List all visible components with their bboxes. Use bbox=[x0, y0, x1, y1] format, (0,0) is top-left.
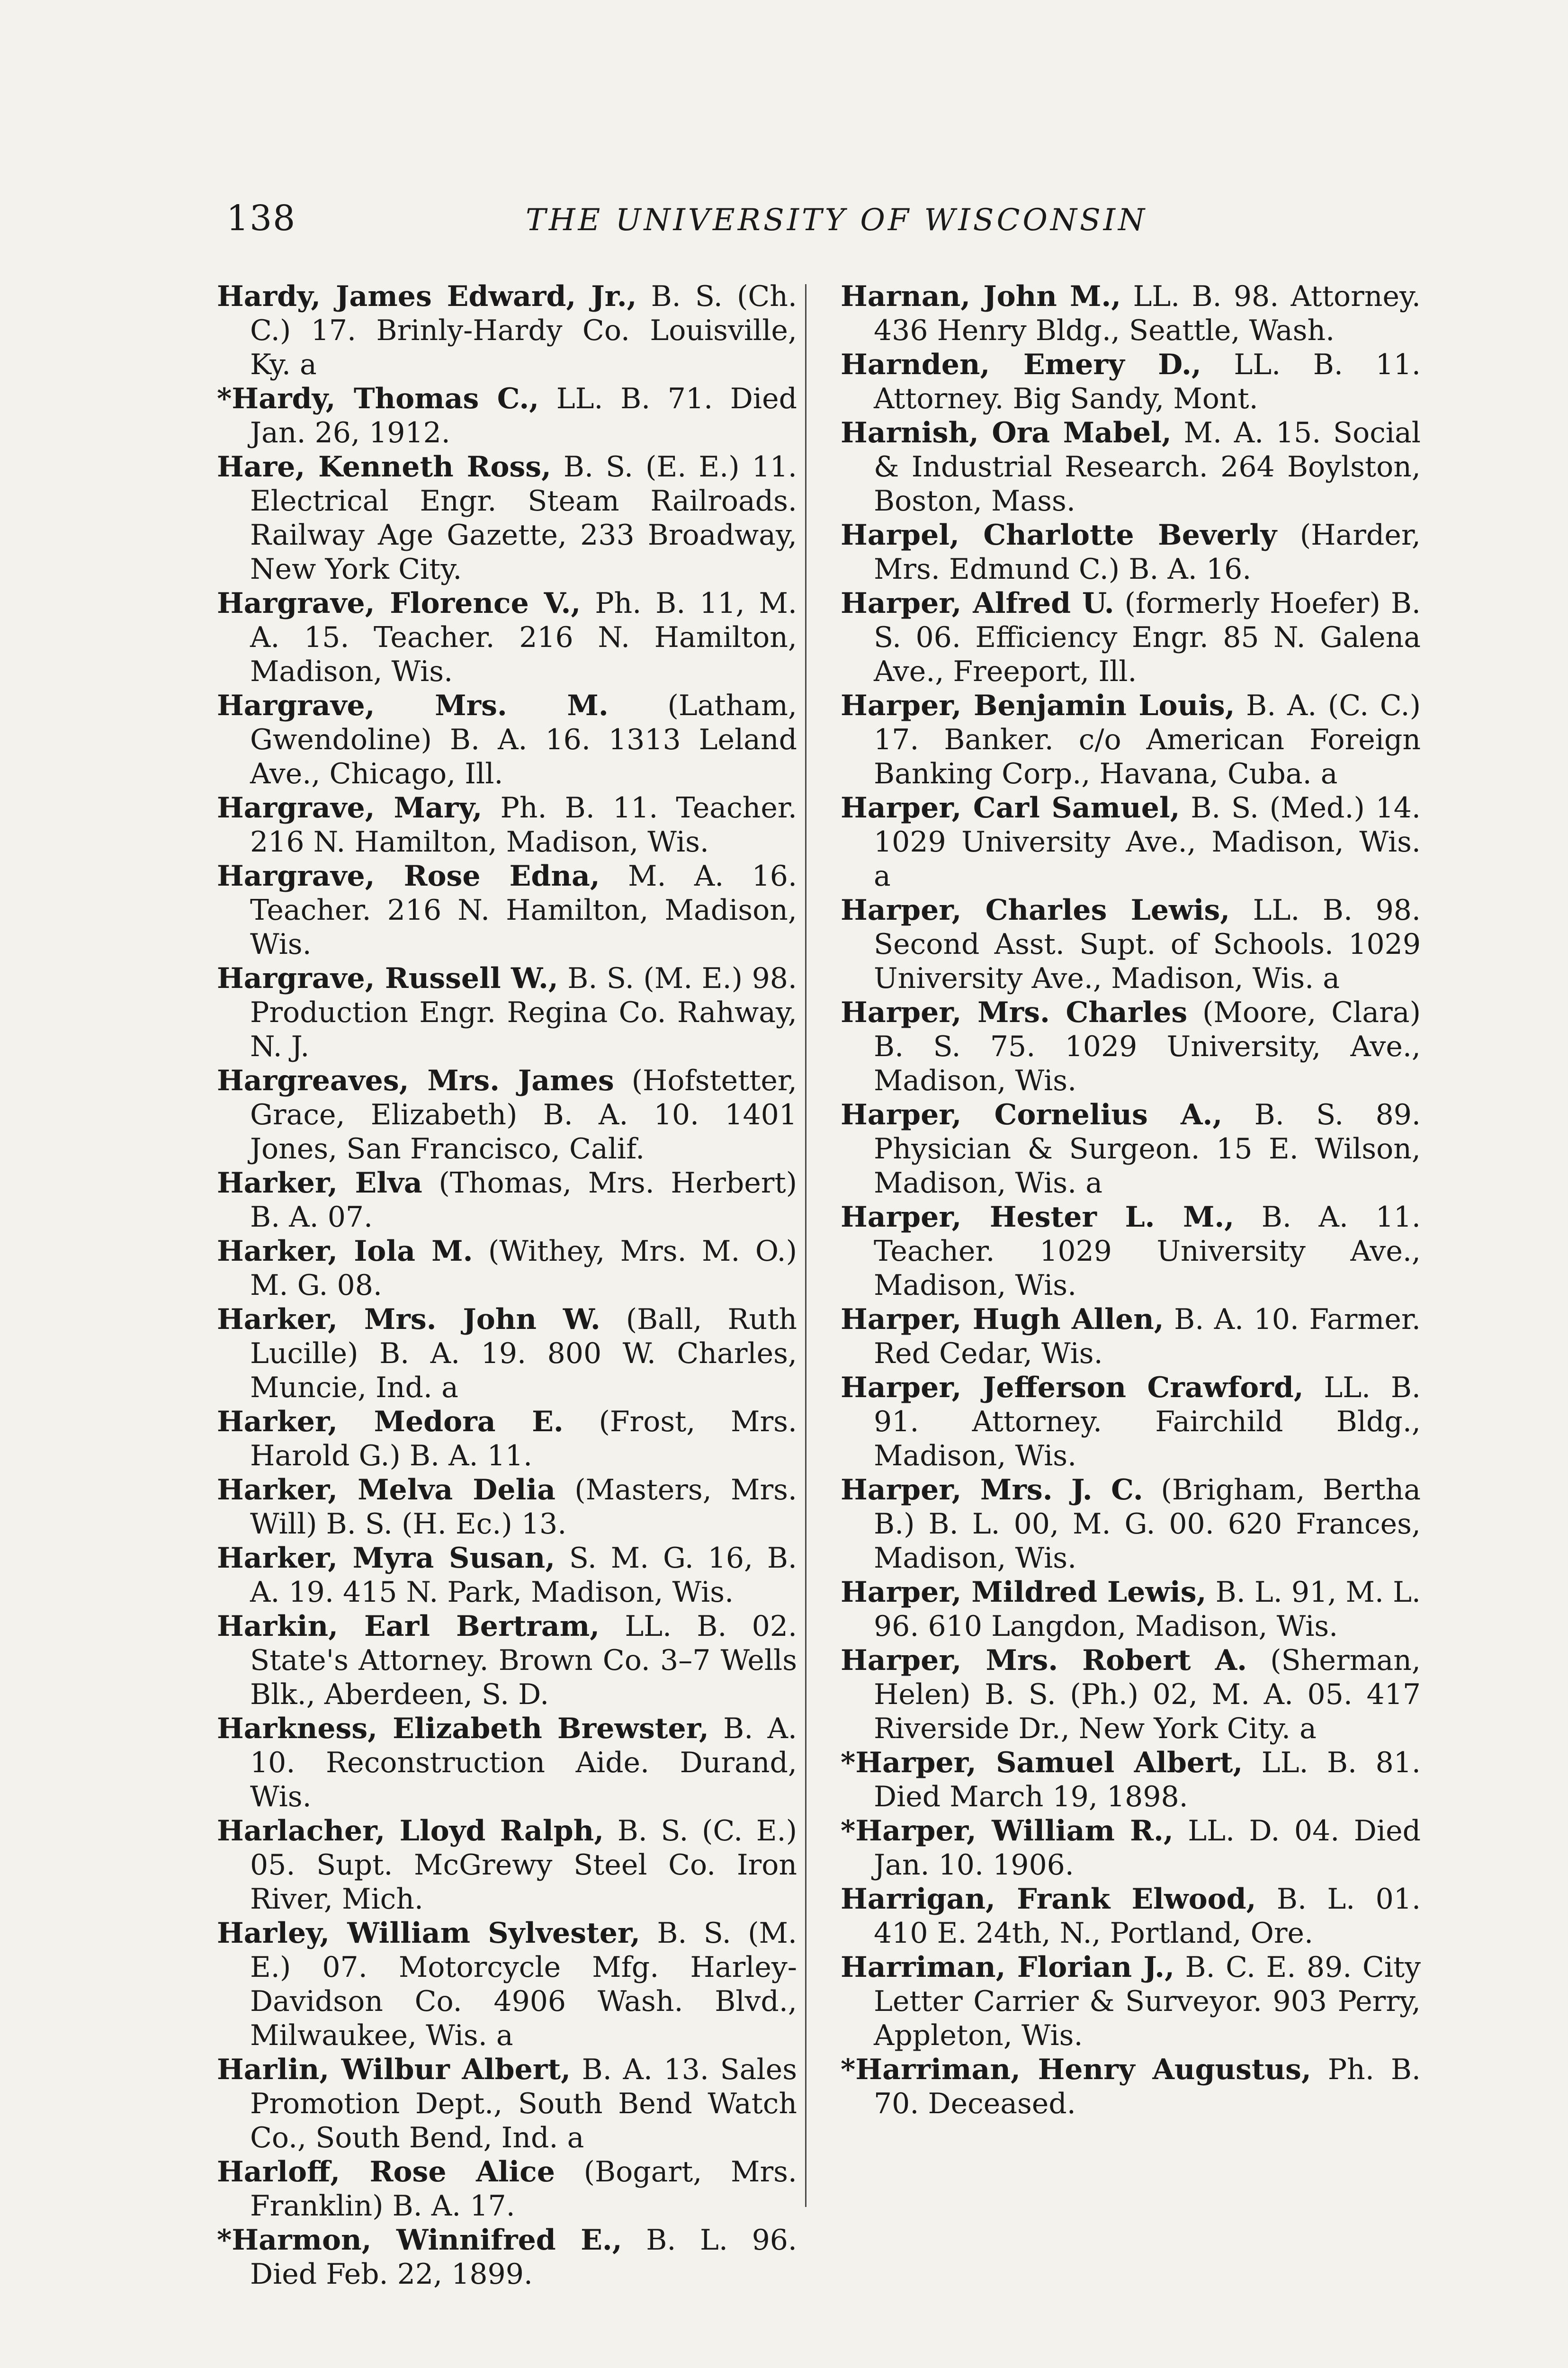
directory-entry: *Harriman, Henry Augustus, Ph. B. 70. Deceased. bbox=[841, 2053, 1430, 2120]
page-number: 138 bbox=[226, 198, 296, 239]
directory-entry: Harper, Hester L. M., B. A. 11. Teacher. 1029 University Ave., Madison, Wis. bbox=[841, 1201, 1430, 1302]
directory-entry: Harkin, Earl Bertram, LL. B. 02. State's Attorney. Brown Co. 3–7 Wells Blk., Aberdeen, S. D. bbox=[217, 1610, 806, 1711]
running-head: THE UNIVERSITY OF WISCONSIN bbox=[526, 203, 1147, 238]
directory-entry: Harper, Jefferson Crawford, LL. B. 91. Attorney. Fairchild Bldg., Madison, Wis. bbox=[841, 1371, 1430, 1472]
directory-entry: Harker, Medora E. (Frost, Mrs. Harold G.) B. A. 11. bbox=[217, 1405, 806, 1472]
directory-entry: Harley, William Sylvester, B. S. (M. E.) 07. Motorcycle Mfg. Harley-Davidson Co. 4906 Wash. Blvd., Milwaukee, Wis. a bbox=[217, 1917, 806, 2052]
directory-entry: *Harper, Samuel Albert, LL. B. 81. Died March 19, 1898. bbox=[841, 1746, 1430, 1813]
directory-entry: Harper, Mrs. Charles (Moore, Clara) B. S. 75. 1029 University, Ave., Madison, Wis. bbox=[841, 996, 1430, 1097]
directory-entry: Harper, Mrs. Robert A. (Sherman, Helen) B. S. (Ph.) 02, M. A. 05. 417 Riverside Dr., New York City. a bbox=[841, 1644, 1430, 1745]
directory-entry: Hargrave, Rose Edna, M. A. 16. Teacher. 216 N. Hamilton, Madison, Wis. bbox=[217, 860, 806, 961]
directory-entry: Harpel, Charlotte Beverly (Harder, Mrs. Edmund C.) B. A. 16. bbox=[841, 519, 1430, 586]
directory-entry: *Hardy, Thomas C., LL. B. 71. Died Jan. 26, 1912. bbox=[217, 382, 806, 449]
directory-entry: *Harmon, Winnifred E., B. L. 96. Died Feb. 22, 1899. bbox=[217, 2224, 806, 2291]
directory-entry: Harper, Hugh Allen, B. A. 10. Farmer. Red Cedar, Wis. bbox=[841, 1303, 1430, 1370]
directory-entry: Hargrave, Russell W., B. S. (M. E.) 98. Production Engr. Regina Co. Rahway, N. J. bbox=[217, 962, 806, 1063]
directory-entry: Harper, Carl Samuel, B. S. (Med.) 14. 1029 University Ave., Madison, Wis. a bbox=[841, 791, 1430, 893]
directory-entry: Harper, Benjamin Louis, B. A. (C. C.) 17. Banker. c/o American Foreign Banking Corp., Havana, Cuba. a bbox=[841, 689, 1430, 790]
directory-entry: Harnan, John M., LL. B. 98. Attorney. 436 Henry Bldg., Seattle, Wash. bbox=[841, 280, 1430, 347]
directory-entry: Harnish, Ora Mabel, M. A. 15. Social & Industrial Research. 264 Boylston, Boston, Mass. bbox=[841, 416, 1430, 518]
directory-entry: Harker, Elva (Thomas, Mrs. Herbert) B. A. 07. bbox=[217, 1166, 806, 1234]
directory-entry: Hargreaves, Mrs. James (Hofstetter, Grace, Elizabeth) B. A. 10. 1401 Jones, San Francisco, Calif. bbox=[217, 1064, 806, 1166]
directory-entry: Harlin, Wilbur Albert, B. A. 13. Sales Promotion Dept., South Bend Watch Co., South Bend, Ind. a bbox=[217, 2053, 806, 2154]
directory-entry: Harper, Mrs. J. C. (Brigham, Bertha B.) B. L. 00, M. G. 00. 620 Frances, Madison, Wis. bbox=[841, 1473, 1430, 1575]
directory-entry: Hardy, James Edward, Jr., B. S. (Ch. C.) 17. Brinly-Hardy Co. Louisville, Ky. a bbox=[217, 280, 806, 381]
directory-entry: Harker, Melva Delia (Masters, Mrs. Will) B. S. (H. Ec.) 13. bbox=[217, 1473, 806, 1541]
directory-entry: Hargrave, Florence V., Ph. B. 11, M. A. 15. Teacher. 216 N. Hamilton, Madison, Wis. bbox=[217, 587, 806, 688]
directory-entry: Harriman, Florian J., B. C. E. 89. City Letter Carrier & Surveyor. 903 Perry, Appleton, Wis. bbox=[841, 1951, 1430, 2052]
directory-entry: Harper, Charles Lewis, LL. B. 98. Second Asst. Supt. of Schools. 1029 University Ave., Madison, Wis. a bbox=[841, 894, 1430, 995]
directory-entry: Harper, Cornelius A., B. S. 89. Physician & Surgeon. 15 E. Wilson, Madison, Wis. a bbox=[841, 1098, 1430, 1200]
directory-entry: Hargrave, Mary, Ph. B. 11. Teacher. 216 N. Hamilton, Madison, Wis. bbox=[217, 791, 806, 859]
directory-entry: *Harper, William R., LL. D. 04. Died Jan. 10. 1906. bbox=[841, 1814, 1430, 1882]
directory-entry: Harlacher, Lloyd Ralph, B. S. (C. E.) 05. Supt. McGrewy Steel Co. Iron River, Mich. bbox=[217, 1814, 806, 1916]
directory-entry: Hare, Kenneth Ross, B. S. (E. E.) 11. Electrical Engr. Steam Railroads. Railway Age Gazette, 233 Broadway, New York City. bbox=[217, 450, 806, 586]
directory-entry: Harker, Myra Susan, S. M. G. 16, B. A. 19. 415 N. Park, Madison, Wis. bbox=[217, 1542, 806, 1609]
directory-entry: Harloff, Rose Alice (Bogart, Mrs. Franklin) B. A. 17. bbox=[217, 2155, 806, 2223]
directory-entry: Hargrave, Mrs. M. (Latham, Gwendoline) B. A. 16. 1313 Leland Ave., Chicago, Ill. bbox=[217, 689, 806, 790]
directory-entry: Harper, Alfred U. (formerly Hoefer) B. S. 06. Efficiency Engr. 85 N. Galena Ave., Freeport, Ill. bbox=[841, 587, 1430, 688]
directory-entry: Harker, Iola M. (Withey, Mrs. M. O.) M. G. 08. bbox=[217, 1235, 806, 1302]
left-column bbox=[217, 279, 806, 2291]
right-column bbox=[841, 279, 1430, 2121]
directory-entry: Harker, Mrs. John W. (Ball, Ruth Lucille) B. A. 19. 800 W. Charles, Muncie, Ind. a bbox=[217, 1303, 806, 1404]
directory-entry: Harrigan, Frank Elwood, B. L. 01. 410 E. 24th, N., Portland, Ore. bbox=[841, 1883, 1430, 1950]
directory-entry: Harnden, Emery D., LL. B. 11. Attorney. Big Sandy, Mont. bbox=[841, 348, 1430, 415]
directory-entry: Harper, Mildred Lewis, B. L. 91, M. L. 96. 610 Langdon, Madison, Wis. bbox=[841, 1576, 1430, 1643]
directory-entry: Harkness, Elizabeth Brewster, B. A. 10. Reconstruction Aide. Durand, Wis. bbox=[217, 1712, 806, 1813]
